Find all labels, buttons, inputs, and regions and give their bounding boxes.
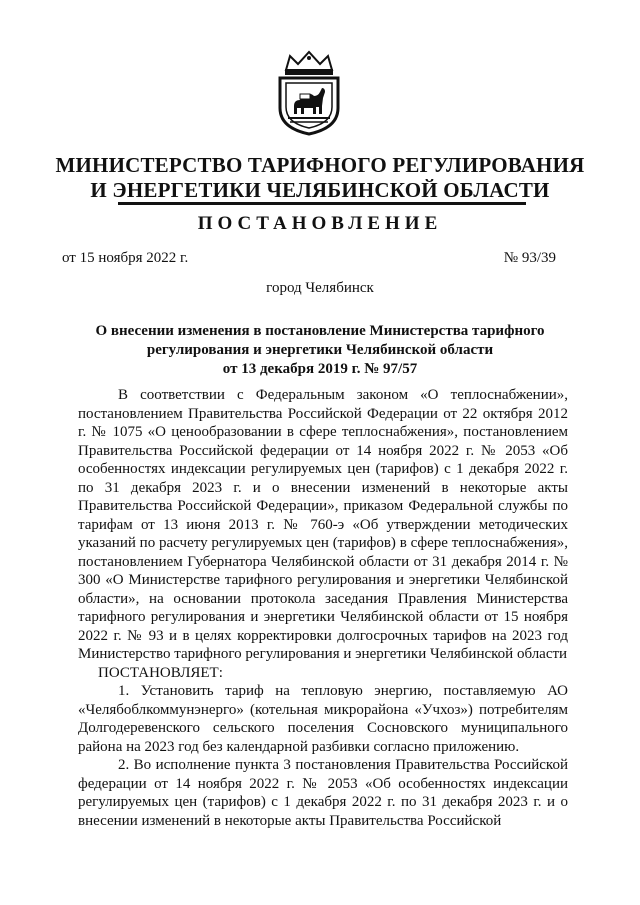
document-city: город Челябинск <box>266 280 374 296</box>
decree-word: ПОСТАНОВЛЯЕТ: <box>98 664 223 681</box>
header-divider <box>118 202 526 205</box>
title-line: регулирования и энергетики Челябинской области <box>146 342 494 358</box>
ministry-name-line1: МИНИСТЕРСТВО ТАРИФНОГО РЕГУЛИРОВАНИЯ <box>55 153 585 177</box>
document-date: от 15 ноября 2022 г. <box>62 250 189 266</box>
coat-of-arms-icon <box>272 50 346 136</box>
item-1-paragraph: 1. Установить тариф на тепловую энергию, поставляемую АО «Челябоблкоммунэнерго» (котельная микрорайона «Учхоз») потребителям Долгодеревенского сельского поселения Сосновского муниципального района на 2023 год без календарной разбивки согласно приложению. <box>78 683 568 755</box>
document-number: № 93/39 <box>503 250 556 266</box>
preamble-paragraph: В соответствии с Федеральным законом «О теплоснабжении», постановлением Правительства Российской Федерации от 22 октября 2012 г. № 1075 «О ценообразовании в сфере теплоснабжения», постановлением Правительства Российской федерации от 14 ноября 2022 г. № 2053 «Об особенностях индексации регулируемых цен (тарифов) с 1 декабря 2022 г. по 31 декабря 2023 г. и о внесении изменений в некоторые акты Правительства Российской Федерации», приказом Федеральной службы по тарифам от 13 июня 2013 г. № 760-э «Об утверждении методических указаний по расчету регулируемых цен (тарифов) в сфере теплоснабжения», постановлением Губернатора Челябинской области от 31 декабря 2014 г. № 300 «О Министерстве тарифного регулирования и энергетики Челябинской области», на основании протокола заседания Правления Министерства тарифного регулирования и энергетики Челябинской области от 15 ноября 2022 г. № 93 и в целях корректировки долгосрочных тарифов на 2023 год Министерство тарифного регулирования и энергетики Челябинской области <box>78 387 568 662</box>
ministry-name-line2: И ЭНЕРГЕТИКИ ЧЕЛЯБИНСКОЙ ОБЛАСТИ <box>90 178 550 202</box>
document-body <box>78 386 568 830</box>
document-title <box>60 322 580 379</box>
title-line: от 13 декабря 2019 г. № 97/57 <box>222 361 418 377</box>
document-type: ПОСТАНОВЛЕНИЕ <box>197 213 443 234</box>
item-2-paragraph: 2. Во исполнение пункта 3 постановления Правительства Российской федерации от 14 ноября 2022 г. № 2053 «Об особенностях индексации регулируемых цен (тарифов) с 1 декабря 2022 г. по 31 декабря 2023 г. и о внесении изменений в некоторые акты Правительства Российской <box>78 757 568 829</box>
title-line: О внесении изменения в постановление Министерства тарифного <box>95 323 545 339</box>
